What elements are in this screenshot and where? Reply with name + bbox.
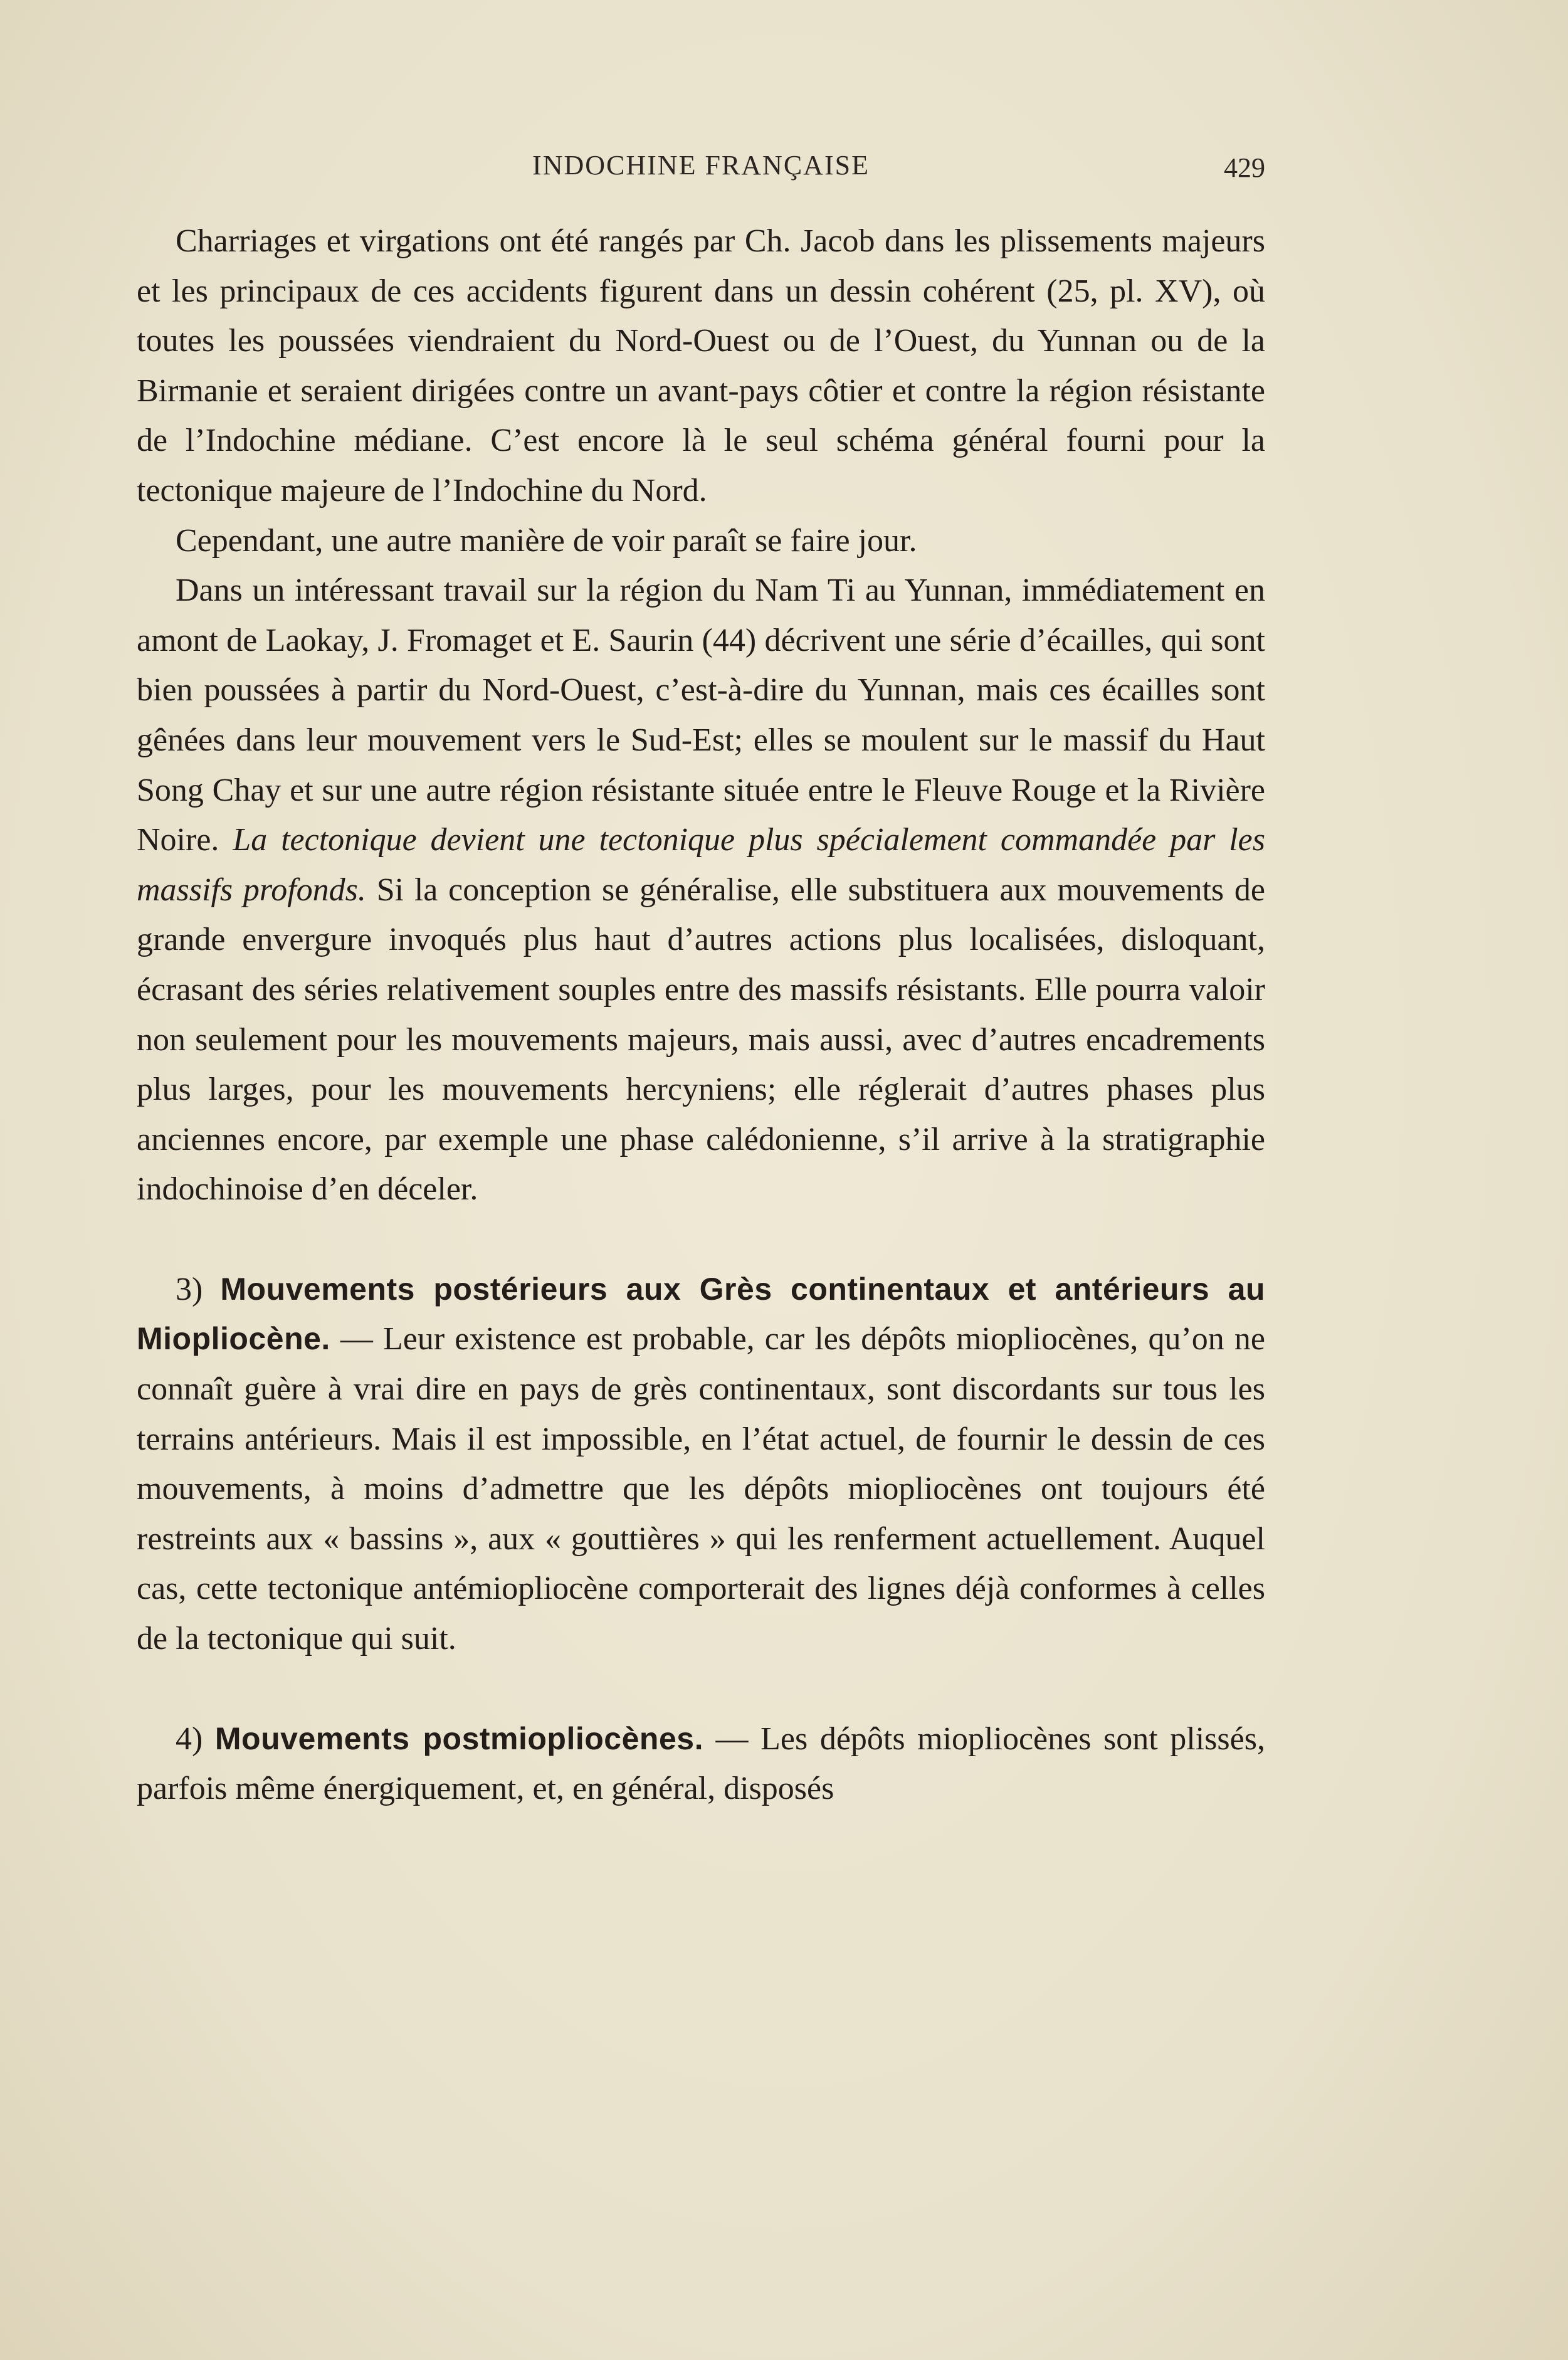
section-title: Mouvements postérieurs aux Grès continentaux et antérieurs au Miopliocène. xyxy=(137,1271,1265,1357)
paragraph-text: Cependant, une autre manière de voir paraît se faire jour. xyxy=(176,522,917,559)
section-title: Mouvements postmiopliocènes. xyxy=(214,1720,703,1756)
section-number: 3) xyxy=(176,1271,221,1307)
page-number: 429 xyxy=(1224,152,1265,183)
paragraph-cependant xyxy=(137,516,1265,566)
paragraph-charriages xyxy=(137,216,1265,516)
page-header xyxy=(137,149,1265,193)
section-number: 4) xyxy=(176,1720,215,1757)
section-4 xyxy=(137,1714,1265,1814)
paragraph-text: Charriages et virgations ont été rangés par Ch. Jacob dans les plissements majeurs et les principaux de ces accidents figurent dans un dessin cohérent (25, pl. XV), où toutes les poussées viendraient du Nord-Ouest ou de l’Ouest, du Yunnan ou de la Birmanie et seraient dirigées contre un avant-pays côtier et contre la région résistante de l’Indochine médiane. C’est encore là le seul schéma général fourni pour la tectonique majeure de l’Indochine du Nord. xyxy=(137,223,1265,508)
section-3 xyxy=(137,1265,1265,1664)
paragraph-text: Dans un intéressant travail sur la région du Nam Ti au Yunnan, immédiatement en amont de Laokay, J. Fromaget et E. Saurin (44) décrivent une série d’écailles, qui sont bien poussées à partir du Nord-Ouest, c’est-à-dire du Yunnan, mais ces écailles sont gênées dans leur mouvement vers le Sud-Est; elles se moulent sur le massif du Haut Song Chay et sur une autre région résistante située entre le Fleuve Rouge et la Rivière Noire. xyxy=(137,572,1265,858)
running-title: INDOCHINE FRANÇAISE xyxy=(532,150,870,181)
paragraph-nam-ti xyxy=(137,566,1265,1214)
section-text: — Leur existence est probable, car les dépôts miopliocènes, qu’on ne connaît guère à vrai dire en pays de grès continentaux, sont discordants sur tous les terrains antérieurs. Mais il est impossible, en l’état actuel, de fournir le dessin de ces mouvements, à moins d’admettre que les dépôts miopliocènes ont toujours été restreints aux « bassins », aux « gouttières » qui les renferment actuellement. Auquel cas, cette tectonique antémiopliocène comporterait des lignes déjà conformes à celles de la tectonique qui suit. xyxy=(137,1321,1265,1657)
italic-statement: La tectonique devient une tectonique plus spécialement commandée par les massifs profonds. xyxy=(137,822,1265,908)
section-text: — Les dépôts miopliocènes sont plissés, parfois même énergiquement, et, en général, disposés xyxy=(137,1720,1265,1807)
body-text xyxy=(137,216,1265,1814)
paragraph-text: Si la conception se généralise, elle substituera aux mouvements de grande envergure invoqués plus haut d’autres actions plus localisées, disloquant, écrasant des séries relativement souples entre des massifs résistants. Elle pourra valoir non seulement pour les mouvements majeurs, mais aussi, avec d’autres encadrements plus larges, pour les mouvements hercyniens; elle réglerait d’autres phases plus anciennes encore, par exemple une phase calédonienne, s’il arrive à la stratigraphie indochinoise d’en déceler. xyxy=(137,872,1265,1208)
